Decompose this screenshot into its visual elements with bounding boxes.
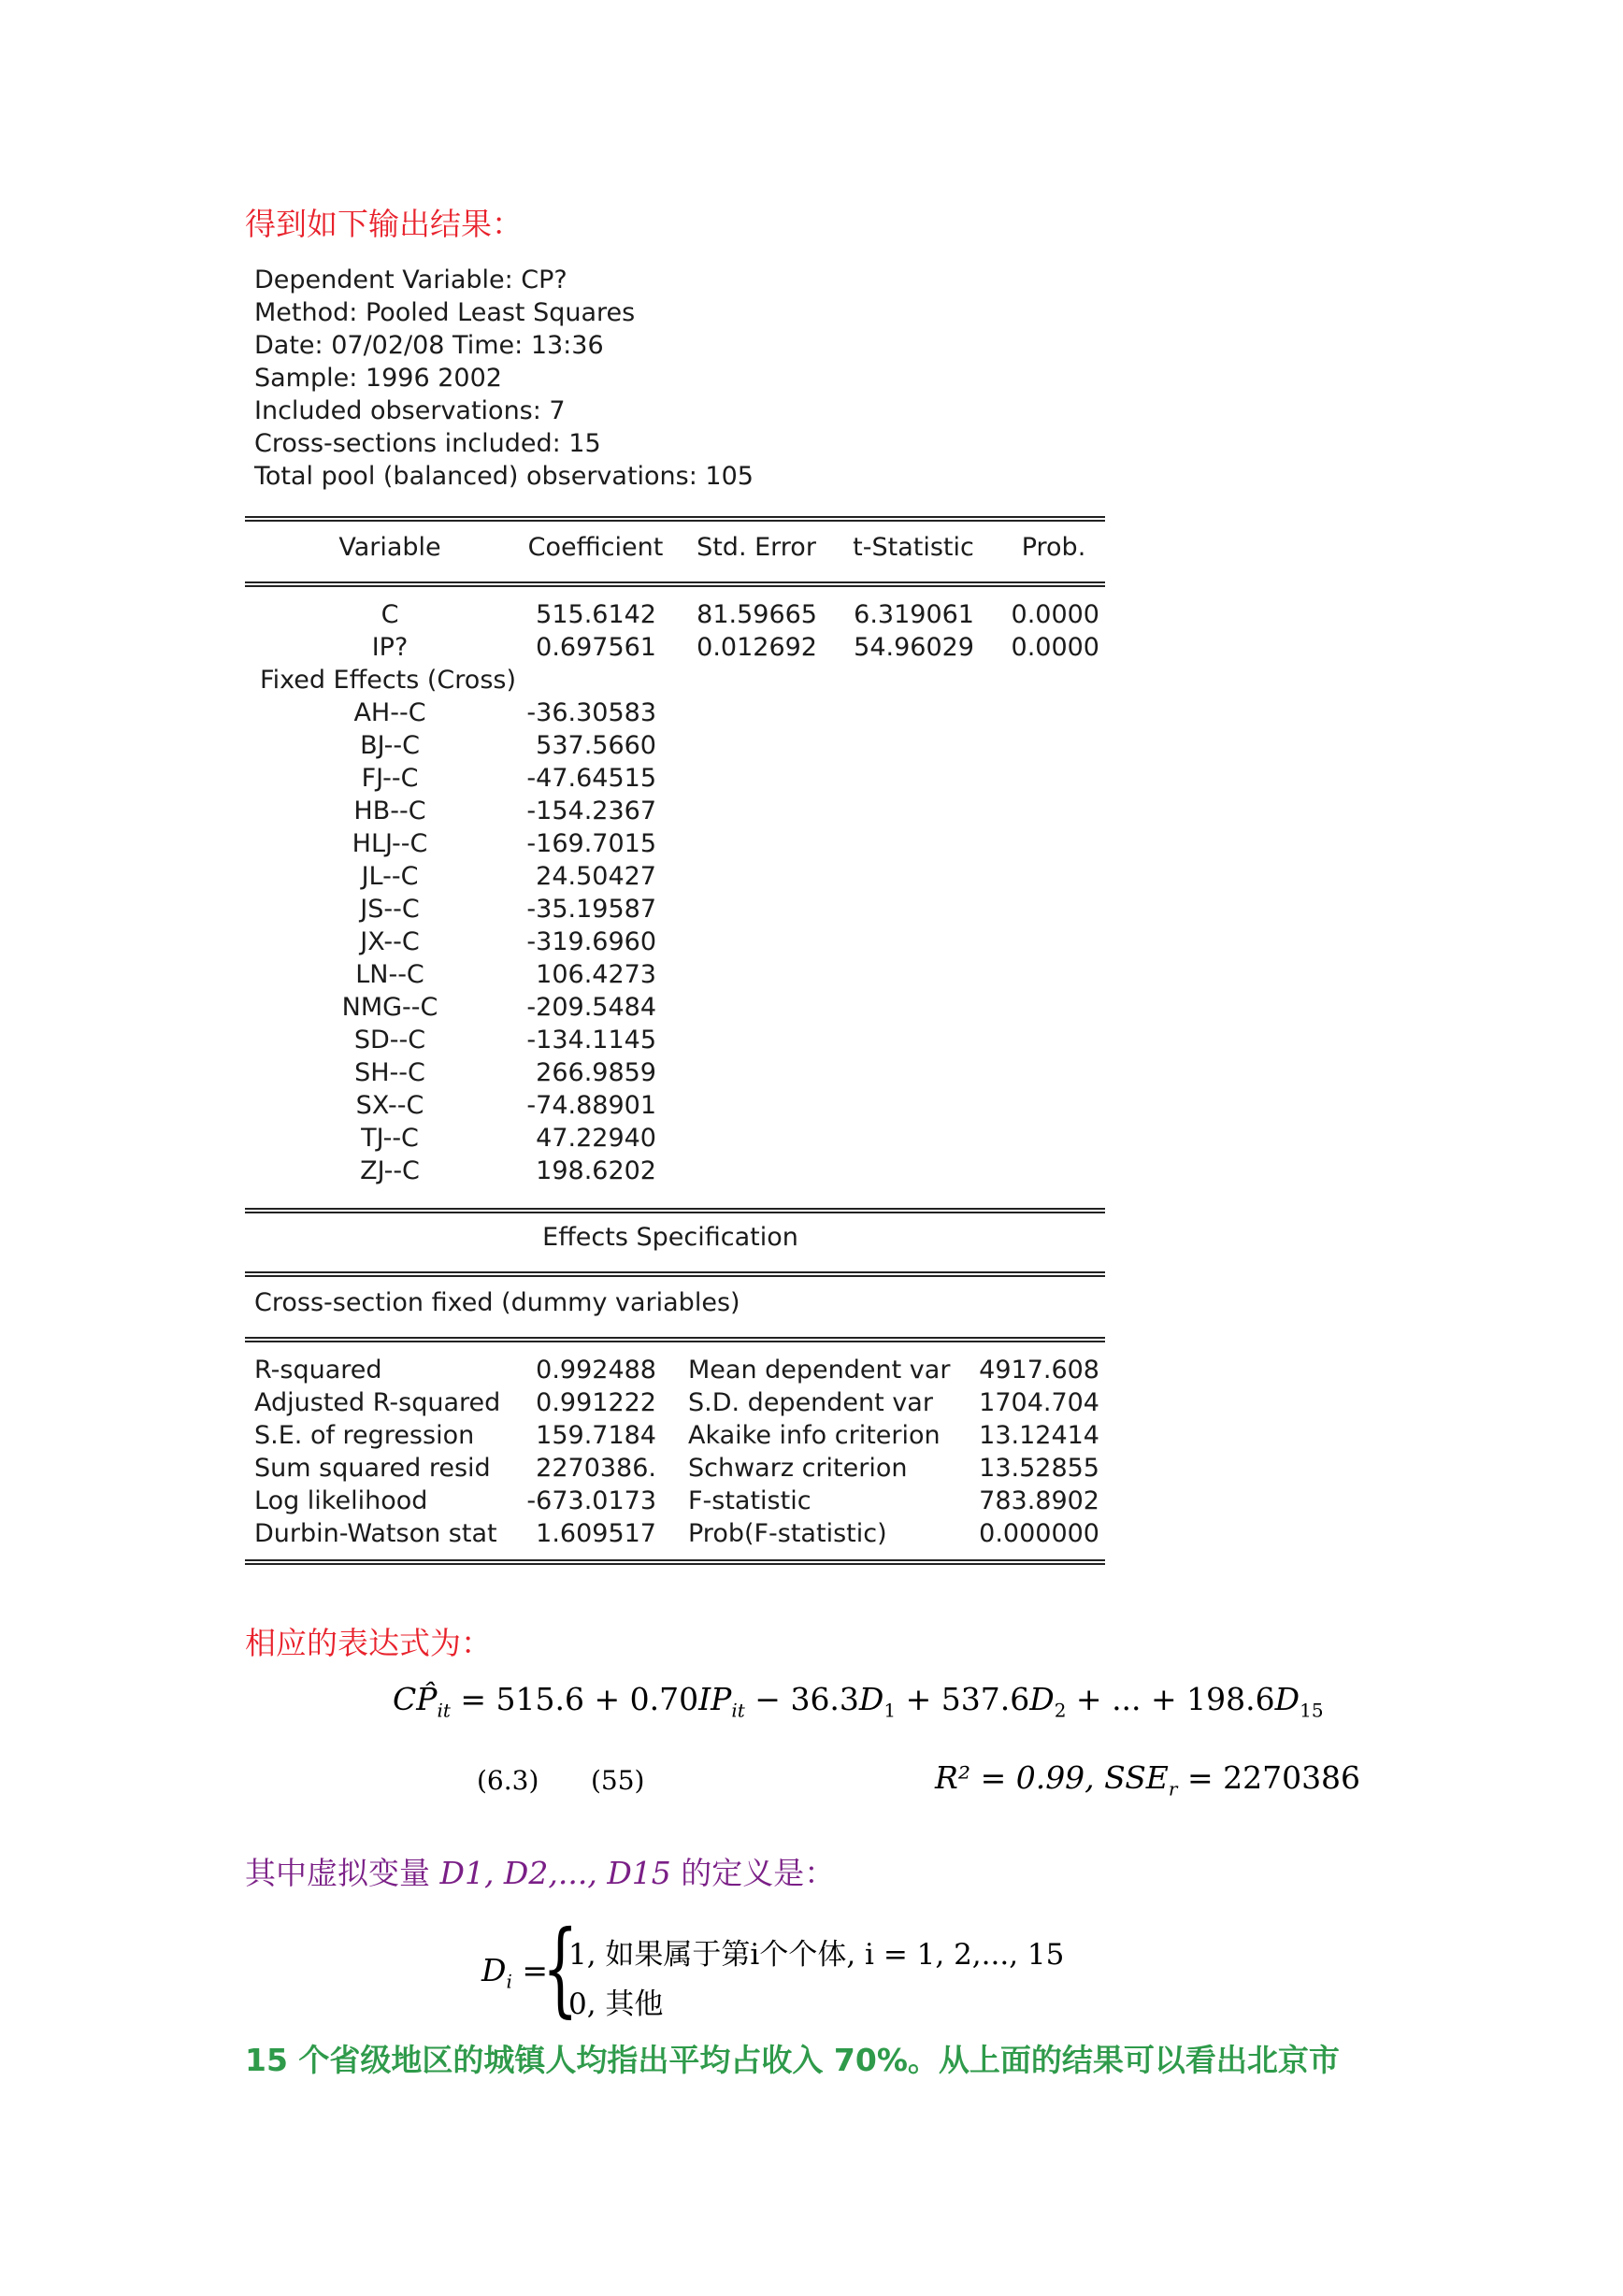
fixed-effect-name: NMG--C bbox=[341, 993, 438, 1022]
fixed-effect-value: 106.4273 bbox=[536, 960, 656, 989]
left-brace: { bbox=[542, 1908, 579, 2028]
stat-label: S.E. of regression bbox=[254, 1421, 475, 1450]
table-bottom-rule bbox=[245, 1559, 1105, 1565]
stat-value: 13.12414 bbox=[979, 1421, 1099, 1450]
fixed-effect-name: ZJ--C bbox=[360, 1156, 420, 1185]
fixed-effects-label: Fixed Effects (Cross) bbox=[260, 666, 516, 695]
stat-label: Log likelihood bbox=[254, 1486, 428, 1515]
fixed-effect-value: 198.6202 bbox=[536, 1156, 656, 1185]
stat-label: Sum squared resid bbox=[254, 1454, 491, 1483]
coefficient-value: 515.6142 bbox=[536, 600, 656, 629]
coefficient-value: 0.697561 bbox=[536, 633, 656, 662]
prob-value: 0.0000 bbox=[1011, 600, 1099, 629]
fixed-effect-name: FJ--C bbox=[361, 764, 419, 793]
cross-section-spec: Cross-section fixed (dummy variables) bbox=[254, 1288, 740, 1317]
header-rule bbox=[245, 581, 1105, 587]
stat-value: -673.0173 bbox=[526, 1486, 656, 1515]
effects-rule-bottom bbox=[245, 1271, 1105, 1277]
dummy-vars: D1, D2,..., D15 bbox=[439, 1855, 671, 1891]
column-header: t-Statistic bbox=[853, 533, 974, 562]
stat-label: F-statistic bbox=[688, 1486, 812, 1515]
fixed-effect-value: 24.50427 bbox=[536, 862, 656, 891]
heading-results: 得到如下输出结果： bbox=[245, 206, 523, 242]
fixed-effect-value: -134.1145 bbox=[526, 1026, 656, 1055]
stat-label: Durbin-Watson stat bbox=[254, 1519, 497, 1548]
regression-equation bbox=[393, 1681, 1324, 1722]
stat-value: 0.991222 bbox=[536, 1388, 656, 1417]
fixed-effect-value: -36.30583 bbox=[526, 698, 656, 727]
table-top-rule bbox=[245, 516, 1105, 522]
stat-label: Schwarz criterion bbox=[688, 1454, 908, 1483]
header-line: Date: 07/02/08 Time: 13:36 bbox=[254, 331, 604, 360]
fixed-effect-name: TJ--C bbox=[361, 1124, 419, 1153]
stat-label: Mean dependent var bbox=[688, 1356, 951, 1385]
stat-label: Akaike info criterion bbox=[688, 1421, 941, 1450]
heading-expression: 相应的表达式为： bbox=[245, 1625, 492, 1661]
stat-label: Prob(F-statistic) bbox=[688, 1519, 887, 1548]
stat-label: Adjusted R-squared bbox=[254, 1388, 501, 1417]
header-line: Included observations: 7 bbox=[254, 396, 566, 425]
effects-specification: Effects Specification bbox=[542, 1223, 798, 1252]
effects-rule-top bbox=[245, 1208, 1105, 1213]
variable-name: IP? bbox=[371, 633, 409, 662]
column-header: Coefficient bbox=[527, 533, 664, 562]
t-value-1: (6.3) bbox=[477, 1765, 539, 1796]
fixed-effect-value: -209.5484 bbox=[526, 993, 656, 1022]
header-line: Dependent Variable: CP? bbox=[254, 265, 567, 294]
fixed-effect-value: -154.2367 bbox=[526, 796, 656, 825]
column-header: Prob. bbox=[1021, 533, 1086, 562]
prob-value: 0.0000 bbox=[1011, 633, 1099, 662]
column-header: Variable bbox=[338, 533, 441, 562]
dummy-case-1: 1, 如果属于第i个个体, i = 1, 2,..., 15 bbox=[568, 1938, 1065, 1972]
stat-value: 13.52855 bbox=[979, 1454, 1099, 1483]
variable-name: C bbox=[381, 600, 399, 629]
std-error-value: 0.012692 bbox=[697, 633, 817, 662]
fixed-effect-name: BJ--C bbox=[360, 731, 420, 760]
fixed-effect-value: -319.6960 bbox=[526, 927, 656, 956]
header-line: Cross-sections included: 15 bbox=[254, 429, 601, 458]
fixed-effect-value: -47.64515 bbox=[526, 764, 656, 793]
fixed-effect-value: 47.22940 bbox=[536, 1124, 656, 1153]
t-value-2: (55) bbox=[591, 1765, 645, 1796]
fixed-effect-name: AH--C bbox=[353, 698, 426, 727]
equation-lhs: CP̂ bbox=[393, 1681, 438, 1717]
fixed-effect-value: 266.9859 bbox=[536, 1058, 656, 1087]
conclusion-text: 15 个省级地区的城镇人均指出平均占收入 70%。从上面的结果可以看出北京市 bbox=[245, 2042, 1340, 2078]
stat-value: 159.7184 bbox=[536, 1421, 656, 1450]
fixed-effect-name: SX--C bbox=[355, 1091, 424, 1120]
stat-value: 1.609517 bbox=[536, 1519, 656, 1548]
fixed-effect-value: -169.7015 bbox=[526, 829, 656, 858]
r2-sse-line: R² = 0.99, $SSE_r = 2270386$ bbox=[935, 1759, 1361, 1801]
stat-value: 2270386. bbox=[536, 1454, 656, 1483]
header-line: Sample: 1996 2002 bbox=[254, 364, 502, 393]
fixed-effect-value: -74.88901 bbox=[526, 1091, 656, 1120]
heading-dummy-definition: 其中虚拟变量 D1, D2,..., D15 的定义是： bbox=[245, 1855, 836, 1891]
stat-value: 783.8902 bbox=[979, 1486, 1099, 1515]
equation-rhs: = $515.6 + 0.70IP_{it} - 36.3D_1 + 537.6D_2$ + ... + $198.6D_{15}$ bbox=[460, 1681, 1324, 1722]
stat-value: 0.992488 bbox=[536, 1356, 656, 1385]
stat-value: 0.000000 bbox=[979, 1519, 1099, 1548]
dummy-case-2: 0, 其他 bbox=[568, 1987, 664, 2021]
fixed-effect-name: JS--C bbox=[360, 895, 420, 924]
equation-lhs-sub: it bbox=[437, 1699, 451, 1722]
t-stat-value: 54.96029 bbox=[854, 633, 974, 662]
t-stat-value: 6.319061 bbox=[854, 600, 974, 629]
fixed-effect-value: -35.19587 bbox=[526, 895, 656, 924]
std-error-value: 81.59665 bbox=[697, 600, 817, 629]
stat-label: R-squared bbox=[254, 1356, 382, 1385]
dummy-lhs: $D_i$ = bbox=[481, 1952, 549, 1993]
fixed-effect-name: LN--C bbox=[355, 960, 424, 989]
stats-rule-top bbox=[245, 1337, 1105, 1342]
column-header: Std. Error bbox=[697, 533, 816, 562]
fixed-effect-name: HB--C bbox=[353, 796, 426, 825]
stat-value: 4917.608 bbox=[979, 1356, 1099, 1385]
fixed-effect-name: JL--C bbox=[361, 862, 419, 891]
stat-value: 1704.704 bbox=[979, 1388, 1099, 1417]
stat-label: S.D. dependent var bbox=[688, 1388, 933, 1417]
fixed-effect-name: HLJ--C bbox=[352, 829, 428, 858]
fixed-effect-name: SD--C bbox=[353, 1026, 426, 1055]
fixed-effect-name: SH--C bbox=[354, 1058, 425, 1087]
header-line: Method: Pooled Least Squares bbox=[254, 298, 636, 327]
fixed-effect-name: JX--C bbox=[360, 927, 420, 956]
fixed-effect-value: 537.5660 bbox=[536, 731, 656, 760]
header-line: Total pool (balanced) observations: 105 bbox=[254, 462, 754, 491]
